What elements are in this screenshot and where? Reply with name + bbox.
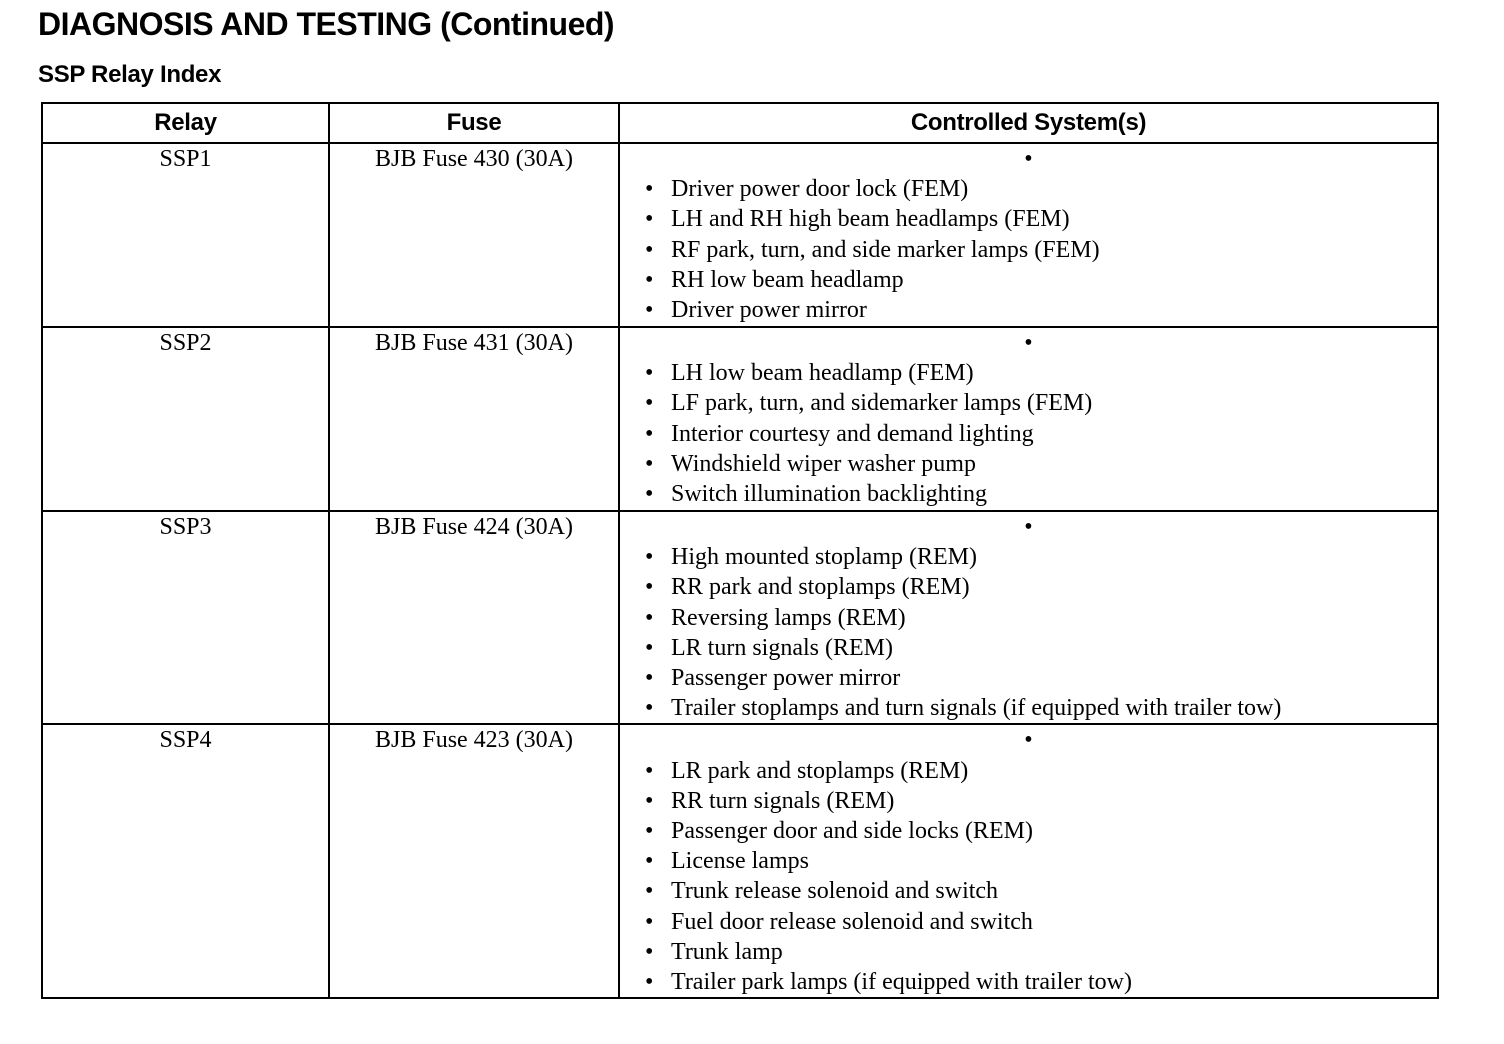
list-item: • LH and RH high beam headlamps (FEM) bbox=[645, 204, 1437, 234]
list-item: • Fuel door release solenoid and switch bbox=[645, 907, 1437, 937]
list-item: • LH low beam headlamp (FEM) bbox=[645, 358, 1437, 388]
list-item: • LR turn signals (REM) bbox=[645, 633, 1437, 663]
relay-cell: SSP3 bbox=[42, 511, 329, 724]
column-header-fuse: Fuse bbox=[329, 103, 619, 143]
list-item: • RH low beam headlamp bbox=[645, 265, 1437, 295]
systems-cell bbox=[619, 511, 1438, 724]
relay-cell: SSP2 bbox=[42, 327, 329, 511]
bullet-marker: • bbox=[1024, 330, 1033, 356]
fuse-cell: BJB Fuse 431 (30A) bbox=[329, 327, 619, 511]
list-item: • Trailer stoplamps and turn signals (if equipped with trailer tow) bbox=[645, 693, 1437, 723]
column-header-relay: Relay bbox=[42, 103, 329, 143]
fuse-cell: BJB Fuse 430 (30A) bbox=[329, 143, 619, 327]
fuse-cell: BJB Fuse 424 (30A) bbox=[329, 511, 619, 724]
relay-cell: SSP4 bbox=[42, 724, 329, 998]
systems-list bbox=[620, 174, 1437, 325]
systems-cell bbox=[619, 327, 1438, 511]
bullet-marker: • bbox=[1024, 727, 1033, 754]
section-title: SSP Relay Index bbox=[38, 61, 222, 88]
list-item: • Windshield wiper washer pump bbox=[645, 449, 1437, 479]
list-item: • LR park and stoplamps (REM) bbox=[645, 756, 1437, 786]
systems-cell bbox=[619, 143, 1438, 327]
list-item: • Trailer park lamps (if equipped with trailer tow) bbox=[645, 967, 1437, 997]
column-header-controlled-systems: Controlled System(s) bbox=[619, 103, 1438, 143]
list-item: • Switch illumination backlighting bbox=[645, 479, 1437, 509]
list-item: • Passenger door and side locks (REM) bbox=[645, 816, 1437, 846]
systems-cell bbox=[619, 724, 1438, 998]
list-item: • RR park and stoplamps (REM) bbox=[645, 572, 1437, 602]
list-item: • Trunk release solenoid and switch bbox=[645, 876, 1437, 906]
bullet-marker: • bbox=[1024, 146, 1033, 172]
table-row bbox=[42, 724, 1438, 998]
table-row bbox=[42, 143, 1438, 327]
table-row bbox=[42, 327, 1438, 511]
list-item: • RR turn signals (REM) bbox=[645, 786, 1437, 816]
list-item: • Trunk lamp bbox=[645, 937, 1437, 967]
ssp-relay-table bbox=[41, 102, 1439, 999]
list-item: • License lamps bbox=[645, 846, 1437, 876]
list-item: • LF park, turn, and sidemarker lamps (FEM) bbox=[645, 388, 1437, 418]
fuse-cell: BJB Fuse 423 (30A) bbox=[329, 724, 619, 998]
page-title: DIAGNOSIS AND TESTING (Continued) bbox=[38, 6, 615, 42]
relay-cell: SSP1 bbox=[42, 143, 329, 327]
systems-list bbox=[620, 358, 1437, 509]
list-item: • Reversing lamps (REM) bbox=[645, 603, 1437, 633]
systems-list bbox=[620, 756, 1437, 998]
list-item: • Driver power door lock (FEM) bbox=[645, 174, 1437, 204]
list-item: • Driver power mirror bbox=[645, 295, 1437, 325]
list-item: • Interior courtesy and demand lighting bbox=[645, 419, 1437, 449]
table-row bbox=[42, 511, 1438, 724]
table-header-row bbox=[42, 103, 1438, 143]
bullet-marker: • bbox=[1024, 514, 1033, 540]
list-item: • RF park, turn, and side marker lamps (FEM) bbox=[645, 235, 1437, 265]
list-item: • High mounted stoplamp (REM) bbox=[645, 542, 1437, 572]
list-item: • Passenger power mirror bbox=[645, 663, 1437, 693]
systems-list bbox=[620, 542, 1437, 723]
